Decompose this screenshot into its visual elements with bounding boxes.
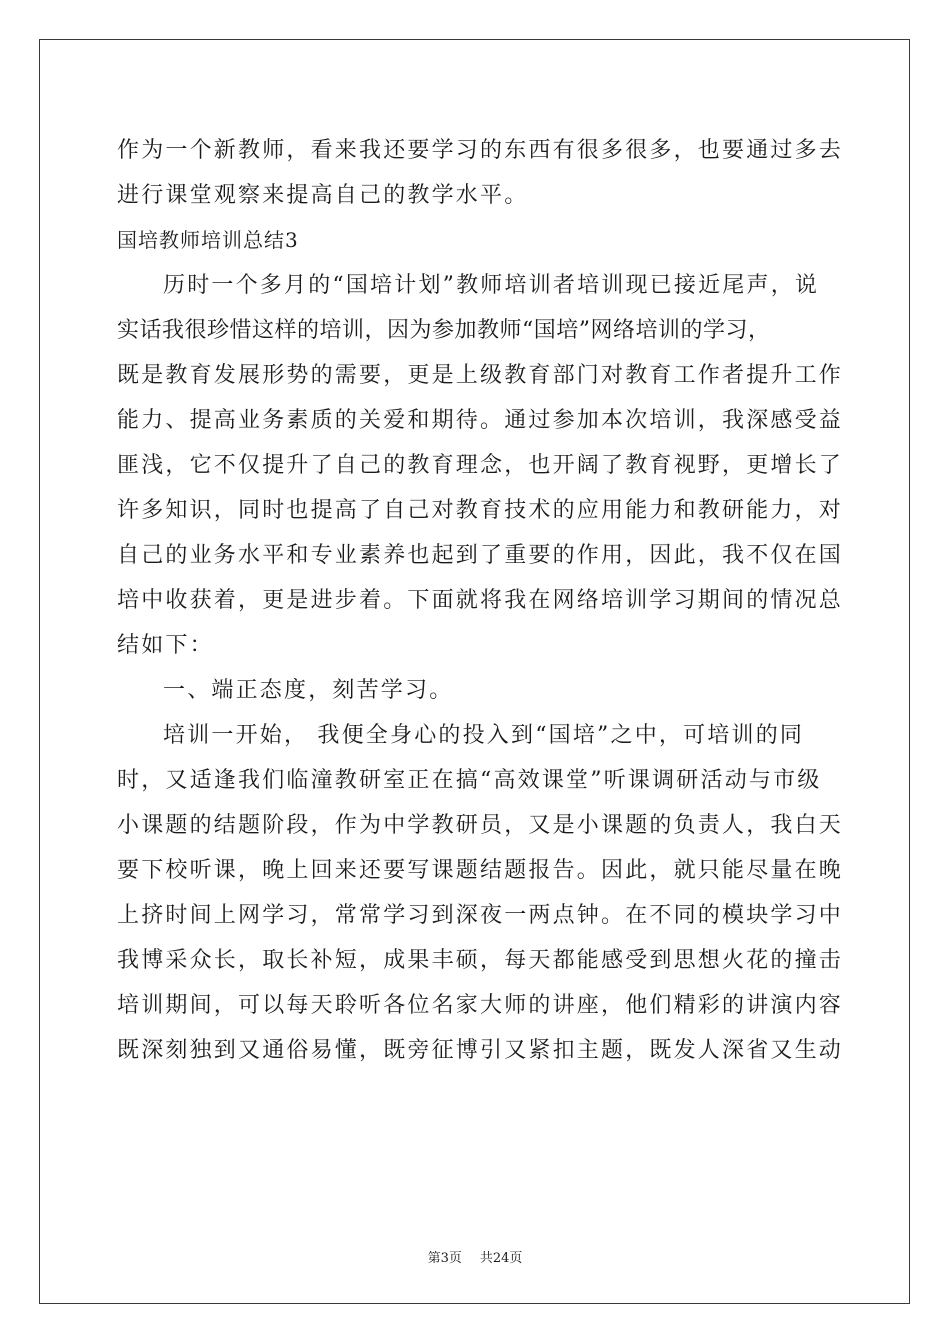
- text-line: 小课题的结题阶段，作为中学教研员，又是小课题的负责人，我白天: [117, 813, 844, 838]
- text-line: 匪浅，它不仅提升了自己的教育理念，也开阔了教育视野，更增长了: [117, 453, 844, 478]
- text-line: 我博采众长，取长补短，成果丰硕，每天都能感受到思想火花的撞击: [117, 948, 844, 973]
- text-line: 时，又适逢我们临潼教研室正在搞“高效课堂”听课调研活动与市级: [117, 768, 822, 793]
- total-pages: 共24页: [479, 1251, 523, 1266]
- text-line: 历时一个多月的“国培计划”教师培训者培训现已接近尾声，说: [163, 273, 820, 298]
- section-title: 国培教师培训总结3: [117, 228, 299, 252]
- text-line: 既深刻独到又通俗易懂，既旁征博引又紧扣主题，既发人深省又生动: [117, 1038, 844, 1063]
- subsection-heading: 一、端正态度，刻苦学习。: [163, 678, 454, 703]
- text-line: 既是教育发展形势的需要，更是上级教育部门对教育工作者提升工作: [117, 363, 844, 388]
- text-line: 结如下：: [117, 633, 214, 658]
- page-footer: [0, 1247, 950, 1266]
- text-line: 自己的业务水平和专业素养也起到了重要的作用，因此，我不仅在国: [117, 543, 844, 568]
- text-line: 能力、提高业务素质的关爱和期待。通过参加本次培训，我深感受益: [117, 408, 844, 433]
- text-line: 作为一个新教师，看来我还要学习的东西有很多很多，也要通过多去: [117, 138, 844, 163]
- text-line: 培训期间，可以每天聆听各位名家大师的讲座，他们精彩的讲演内容: [117, 993, 844, 1018]
- text-line: 许多知识，同时也提高了自己对教育技术的应用能力和教研能力，对: [117, 498, 844, 523]
- text-line: 上挤时间上网学习，常常学习到深夜一两点钟。在不同的模块学习中: [117, 903, 844, 928]
- text-line: 培训一开始， 我便全身心的投入到“国培”之中，可培训的同: [163, 723, 805, 748]
- text-line: 进行课堂观察来提高自己的教学水平。: [117, 183, 529, 208]
- text-line: 培中收获着，更是进步着。下面就将我在网络培训学习期间的情况总: [117, 588, 844, 613]
- page-number: 第3页: [427, 1251, 462, 1266]
- document-body: [117, 128, 844, 1073]
- text-line: 实话我很珍惜这样的培训，因为参加教师“国培”网络培训的学习，: [117, 318, 771, 343]
- text-line: 要下校听课，晚上回来还要写课题结题报告。因此，就只能尽量在晚: [117, 858, 844, 883]
